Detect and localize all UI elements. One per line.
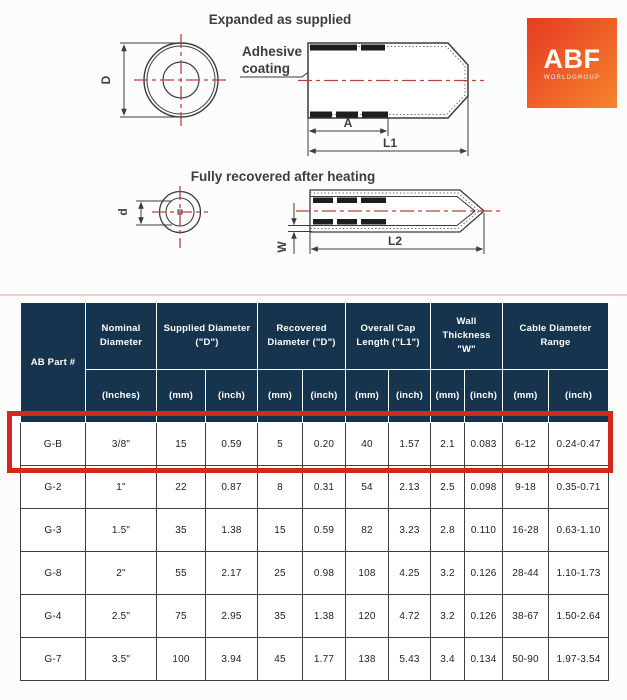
table-cell: 0.20 (303, 423, 346, 466)
table-cell: 1.38 (206, 509, 258, 552)
header-overall-cap-length: Overall Cap Length ("L1") (346, 303, 431, 370)
table-cell: 45 (258, 638, 303, 681)
table-cell: 38-67 (503, 595, 549, 638)
table-cell: 3.2 (431, 595, 465, 638)
table-cell: 120 (346, 595, 389, 638)
table-cell: 1" (86, 466, 157, 509)
adhesive-label-line1: Adhesive (242, 44, 303, 59)
table-row (21, 509, 609, 552)
table-cell: G-3 (21, 509, 86, 552)
table-cell: 0.59 (303, 509, 346, 552)
table-row (21, 595, 609, 638)
dimension-L1-label: L1 (382, 136, 398, 150)
table-cell: 108 (346, 552, 389, 595)
subheader-mm: (mm) (346, 370, 389, 423)
diagram-title-recovered: Fully recovered after heating (190, 169, 376, 184)
subheader-inch: (inch) (206, 370, 258, 423)
table-cell: 8 (258, 466, 303, 509)
table-cell: G-8 (21, 552, 86, 595)
adhesive-band (361, 198, 386, 204)
table-cell: 0.87 (206, 466, 258, 509)
header-wall-thickness: Wall Thickness "W" (431, 303, 503, 370)
table-cell: G-7 (21, 638, 86, 681)
table-cell: 1.57 (389, 423, 431, 466)
table-cell: 0.63-1.10 (549, 509, 609, 552)
table-cell: 3.94 (206, 638, 258, 681)
header-ab-part: AB Part # (21, 303, 86, 423)
table-cell: 22 (157, 466, 206, 509)
table-row (21, 466, 609, 509)
dimension-L2-label: L2 (387, 234, 403, 248)
adhesive-band (337, 219, 357, 225)
table-cell: 6-12 (503, 423, 549, 466)
adhesive-label-line2: coating (242, 61, 291, 76)
table-cell: 2.17 (206, 552, 258, 595)
subheader-inch: (inch) (465, 370, 503, 423)
table-cell: 2" (86, 552, 157, 595)
recovered-end-view (116, 186, 208, 248)
adhesive-band (313, 198, 333, 204)
table-row (21, 423, 609, 466)
table-cell: G-2 (21, 466, 86, 509)
header-nominal-diameter: Nominal Diameter (86, 303, 157, 370)
table-cell: 0.126 (465, 552, 503, 595)
recovered-cap-profile (275, 190, 500, 254)
adhesive-band (313, 219, 333, 225)
table-cell: 3/8" (86, 423, 157, 466)
table-cell: 100 (157, 638, 206, 681)
table-cell: 25 (258, 552, 303, 595)
table-cell: G-B (21, 423, 86, 466)
adhesive-band (337, 198, 357, 204)
table-cell: 0.126 (465, 595, 503, 638)
subheader-inch: (inch) (303, 370, 346, 423)
datasheet-table (20, 302, 609, 681)
table-cell: 1.38 (303, 595, 346, 638)
table-cell: 16-28 (503, 509, 549, 552)
table-cell: 0.083 (465, 423, 503, 466)
table-cell: 2.5" (86, 595, 157, 638)
subheader-mm: (mm) (431, 370, 465, 423)
table-cell: 55 (157, 552, 206, 595)
abf-logo (527, 18, 617, 108)
adhesive-band (361, 219, 386, 225)
dimension-d-label: d (116, 208, 130, 216)
table-cell: 1.5" (86, 509, 157, 552)
table-cell: 0.098 (465, 466, 503, 509)
dimension-A-label: A (343, 116, 353, 130)
adhesive-band (310, 112, 332, 118)
table-cell: 2.13 (389, 466, 431, 509)
header-recovered-diameter: Recovered Diameter ("D") (258, 303, 346, 370)
table-cell: 0.134 (465, 638, 503, 681)
table-cell: 1.97-3.54 (549, 638, 609, 681)
table-cell: 1.10-1.73 (549, 552, 609, 595)
table-cell: 28-44 (503, 552, 549, 595)
table-cell: 2.1 (431, 423, 465, 466)
table-cell: 138 (346, 638, 389, 681)
table-cell: 35 (157, 509, 206, 552)
table-row (21, 552, 609, 595)
table-cell: 3.2 (431, 552, 465, 595)
dimension-D-label: D (99, 75, 113, 85)
header-cable-diameter-range: Cable Diameter Range (503, 303, 609, 370)
table-cell: 0.59 (206, 423, 258, 466)
abf-logo-text: ABF (543, 43, 601, 74)
table-header (21, 303, 609, 423)
abf-logo-subtext: WORLDGROUP (543, 74, 601, 81)
table-body (21, 423, 609, 681)
table-cell: 0.110 (465, 509, 503, 552)
table-cell: 82 (346, 509, 389, 552)
table-cell: 0.35-0.71 (549, 466, 609, 509)
expanded-end-view (99, 34, 229, 126)
table-cell: 4.25 (389, 552, 431, 595)
table-cell: 5 (258, 423, 303, 466)
table-cell: 2.8 (431, 509, 465, 552)
table-cell: G-4 (21, 595, 86, 638)
table-cell: 15 (157, 423, 206, 466)
table-cell: 0.31 (303, 466, 346, 509)
table-cell: 2.5 (431, 466, 465, 509)
table-cell: 75 (157, 595, 206, 638)
header-supplied-diameter: Supplied Diameter ("D") (157, 303, 258, 370)
table-cell: 35 (258, 595, 303, 638)
table-cell: 2.95 (206, 595, 258, 638)
subheader-mm: (mm) (503, 370, 549, 423)
table-cell: 54 (346, 466, 389, 509)
table-cell: 3.4 (431, 638, 465, 681)
expanded-cap-profile (298, 43, 484, 156)
adhesive-band (362, 112, 388, 118)
table-cell: 15 (258, 509, 303, 552)
table-row (21, 638, 609, 681)
dimension-W-label: W (275, 241, 289, 253)
table-cell: 1.50-2.64 (549, 595, 609, 638)
table-cell: 3.23 (389, 509, 431, 552)
subheader-mm: (mm) (258, 370, 303, 423)
subheader-inch: (inch) (389, 370, 431, 423)
table-cell: 50-90 (503, 638, 549, 681)
subheader-mm: (mm) (157, 370, 206, 423)
table-cell: 0.98 (303, 552, 346, 595)
adhesive-band (310, 45, 357, 51)
table-cell: 3.5" (86, 638, 157, 681)
adhesive-band (361, 45, 385, 51)
diagram-title-expanded: Expanded as supplied (208, 12, 352, 27)
table-cell: 0.24-0.47 (549, 423, 609, 466)
section-divider (0, 294, 627, 296)
table-cell: 1.77 (303, 638, 346, 681)
subheader-inches: (Inches) (86, 370, 157, 423)
table-cell: 4.72 (389, 595, 431, 638)
table-cell: 5.43 (389, 638, 431, 681)
table-cell: 9-18 (503, 466, 549, 509)
subheader-inch: (inch) (549, 370, 609, 423)
table-cell: 40 (346, 423, 389, 466)
